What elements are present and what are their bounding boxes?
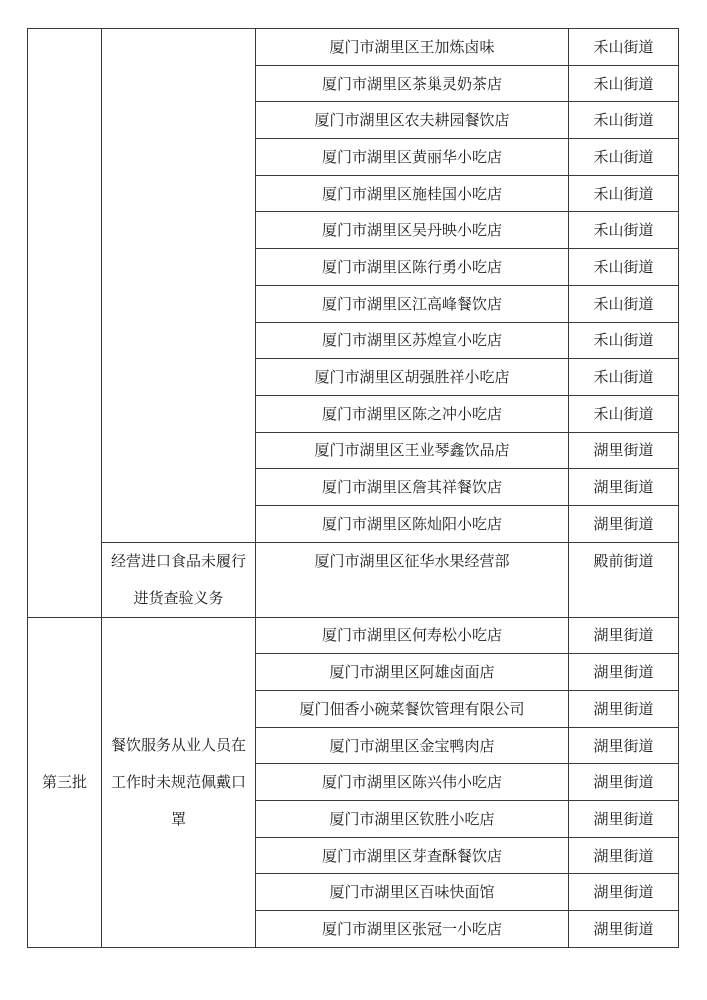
street-cell: 湖里街道 xyxy=(569,837,679,874)
business-name-cell: 厦门市湖里区施桂国小吃店 xyxy=(256,175,569,212)
street-cell: 湖里街道 xyxy=(569,432,679,469)
business-name-cell: 厦门市湖里区詹其祥餐饮店 xyxy=(256,469,569,506)
business-name-cell: 厦门市湖里区何寿松小吃店 xyxy=(256,617,569,654)
street-cell: 禾山街道 xyxy=(569,65,679,102)
street-cell: 湖里街道 xyxy=(569,469,679,506)
business-name-cell: 厦门市湖里区苏煌宣小吃店 xyxy=(256,322,569,359)
violation-cell: 经营进口食品未履行进货查验义务 xyxy=(102,542,256,617)
street-cell: 禾山街道 xyxy=(569,139,679,176)
street-cell: 湖里街道 xyxy=(569,874,679,911)
business-name-cell: 厦门市湖里区吴丹映小吃店 xyxy=(256,212,569,249)
business-name-cell: 厦门市湖里区征华水果经营部 xyxy=(256,542,569,617)
business-name-cell: 厦门市湖里区百味快面馆 xyxy=(256,874,569,911)
business-name-cell: 厦门市湖里区钦胜小吃店 xyxy=(256,801,569,838)
violation-cell: 餐饮服务从业人员在工作时未规范佩戴口罩 xyxy=(102,617,256,947)
table-row xyxy=(28,29,679,66)
street-cell: 湖里街道 xyxy=(569,691,679,728)
street-cell: 禾山街道 xyxy=(569,212,679,249)
street-cell: 湖里街道 xyxy=(569,911,679,948)
business-name-cell: 厦门市湖里区陈行勇小吃店 xyxy=(256,249,569,286)
street-cell: 禾山街道 xyxy=(569,322,679,359)
business-name-cell: 厦门市湖里区王业琴鑫饮品店 xyxy=(256,432,569,469)
street-cell: 禾山街道 xyxy=(569,249,679,286)
business-name-cell: 厦门市湖里区农夫耕园餐饮店 xyxy=(256,102,569,139)
violation-cell xyxy=(102,29,256,543)
batch-cell: 第三批 xyxy=(28,617,102,947)
street-cell: 湖里街道 xyxy=(569,764,679,801)
business-name-cell: 厦门市湖里区芽查酥餐饮店 xyxy=(256,837,569,874)
table-body xyxy=(28,29,679,948)
business-name-cell: 厦门佃香小碗菜餐饮管理有限公司 xyxy=(256,691,569,728)
penalty-list-table xyxy=(27,28,679,948)
business-name-cell: 厦门市湖里区张冠一小吃店 xyxy=(256,911,569,948)
street-cell: 禾山街道 xyxy=(569,285,679,322)
street-cell: 禾山街道 xyxy=(569,29,679,66)
table-row xyxy=(28,542,679,617)
business-name-cell: 厦门市湖里区陈兴伟小吃店 xyxy=(256,764,569,801)
business-name-cell: 厦门市湖里区胡强胜祥小吃店 xyxy=(256,359,569,396)
business-name-cell: 厦门市湖里区阿雄卤面店 xyxy=(256,654,569,691)
business-name-cell: 厦门市湖里区王加炼卤味 xyxy=(256,29,569,66)
business-name-cell: 厦门市湖里区江高峰餐饮店 xyxy=(256,285,569,322)
street-cell: 禾山街道 xyxy=(569,359,679,396)
business-name-cell: 厦门市湖里区金宝鸭肉店 xyxy=(256,727,569,764)
street-cell: 湖里街道 xyxy=(569,617,679,654)
street-cell: 殿前街道 xyxy=(569,542,679,617)
street-cell: 湖里街道 xyxy=(569,801,679,838)
business-name-cell: 厦门市湖里区茶巢灵奶茶店 xyxy=(256,65,569,102)
street-cell: 禾山街道 xyxy=(569,175,679,212)
batch-cell xyxy=(28,29,102,618)
street-cell: 禾山街道 xyxy=(569,395,679,432)
table-row xyxy=(28,617,679,654)
street-cell: 湖里街道 xyxy=(569,727,679,764)
business-name-cell: 厦门市湖里区黄丽华小吃店 xyxy=(256,139,569,176)
business-name-cell: 厦门市湖里区陈灿阳小吃店 xyxy=(256,505,569,542)
street-cell: 湖里街道 xyxy=(569,654,679,691)
street-cell: 禾山街道 xyxy=(569,102,679,139)
business-name-cell: 厦门市湖里区陈之冲小吃店 xyxy=(256,395,569,432)
street-cell: 湖里街道 xyxy=(569,505,679,542)
